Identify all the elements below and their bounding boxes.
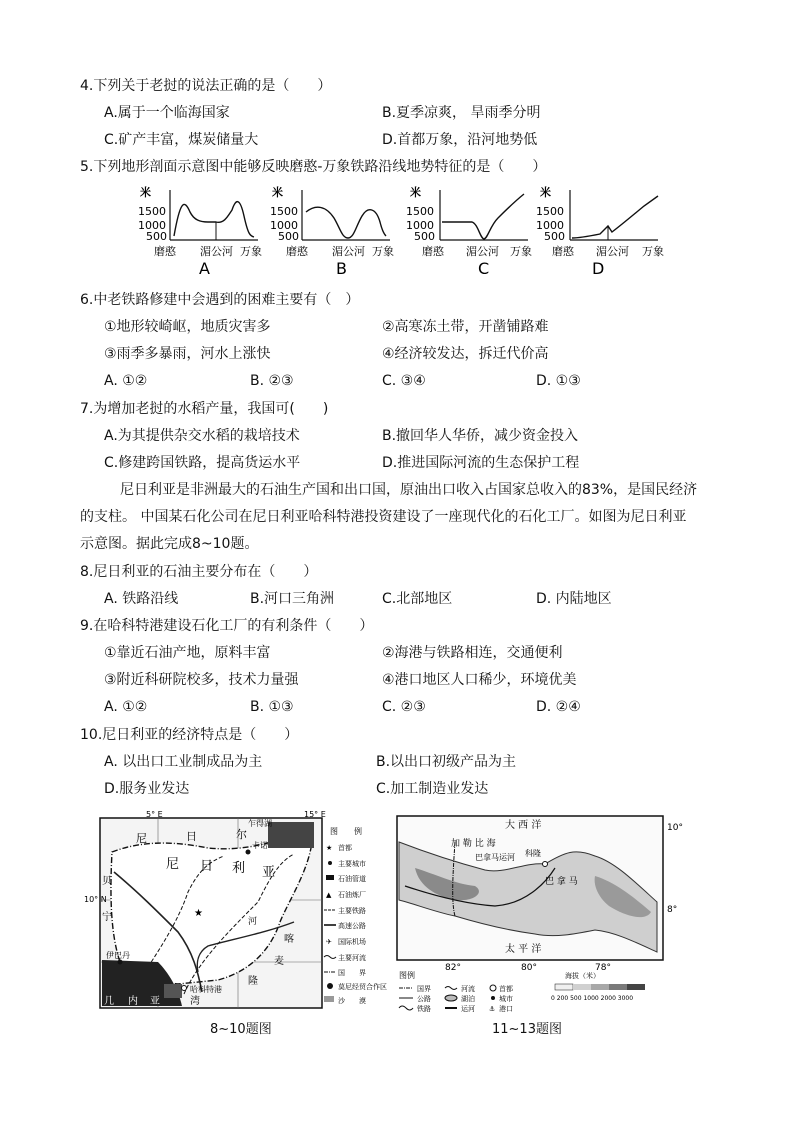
- legend-airport-icon: ✈: [326, 938, 332, 946]
- q7-option-d[interactable]: D.推进国际河流的生态保护工程: [382, 455, 580, 471]
- legend-pipeline-icon: [326, 875, 334, 880]
- nigeria-label-big-li: 利: [232, 861, 246, 876]
- elevation-bar-1: [555, 984, 573, 990]
- legend-highway-label: 高速公路: [338, 922, 366, 930]
- profile-c-unit: 米: [410, 186, 421, 199]
- profile-d-line: [572, 196, 658, 238]
- elevation-ticks: 0 200 500 1000 2000 3000: [551, 995, 634, 1002]
- legend-zone-icon: [327, 983, 333, 989]
- q6-statement-4: ④经济较发达，拆迁代价高: [382, 346, 549, 362]
- nigeria-map-caption: 8~10题图: [210, 1022, 272, 1037]
- profile-d-tick-1500: 1500: [536, 205, 564, 218]
- q8-option-a[interactable]: A. 铁路沿线: [104, 591, 179, 607]
- q10-option-c[interactable]: C.加工制造业发达: [376, 781, 489, 797]
- caribbean-label: 加 勒 比 海: [451, 839, 496, 849]
- legend2-capital-label: 首都: [499, 985, 513, 993]
- legend-pipeline-label: 石油管道: [338, 875, 366, 883]
- profile-c-tick-500: 500: [414, 230, 435, 243]
- panama-lat-8: 8°: [667, 905, 678, 915]
- legend2-city-label: 城市: [499, 995, 513, 1003]
- profile-d-letter: D: [592, 259, 605, 278]
- q9-option-a[interactable]: A. ①②: [104, 699, 148, 715]
- q8-option-b[interactable]: B.河口三角洲: [250, 591, 335, 607]
- legend2-canal-label: 运河: [461, 1005, 475, 1013]
- elevation-bar-4: [609, 984, 627, 990]
- benin-label-bei: 贝: [102, 876, 112, 887]
- profile-d-x-mid: 湄公河: [596, 245, 629, 258]
- legend2-road-label: 公路: [417, 995, 431, 1003]
- q6-option-a[interactable]: A. ①②: [104, 373, 148, 389]
- panama-lon-80: 80°: [521, 963, 537, 973]
- profile-b-tick-500: 500: [278, 230, 299, 243]
- profile-c-letter: C: [478, 259, 490, 278]
- legend-desert-icon: [324, 996, 334, 1002]
- panama-lon-78: 78°: [595, 963, 611, 973]
- legend2-lake-label: 湖泊: [461, 995, 475, 1003]
- benin-label-ning: 宁: [102, 912, 112, 923]
- legend-refinery-icon: ▲: [326, 891, 332, 899]
- q10-stem: 10.尼日利亚的经济特点是（ ）: [80, 727, 299, 743]
- legend2-port-label: 港口: [499, 1005, 513, 1013]
- profile-a-x-mid: 湄公河: [200, 245, 233, 258]
- profile-c-tick-1500: 1500: [406, 205, 434, 218]
- q4-option-a[interactable]: A.属于一个临海国家: [104, 105, 230, 121]
- passage-text: 尼日利亚是非洲最大的石油生产国和出口国，原油出口收入占国家总收入的83%，是国民经济的支柱。 中国某石化公司在尼日利亚哈科特港投资建设了一座现代化的石化工厂。如图为尼日利亚示意图。据此完成8~10题。: [80, 482, 698, 552]
- panama-legend: [399, 970, 645, 1013]
- profile-a-tick-1000: 1000: [138, 219, 166, 232]
- elevation-title: 海拔（米）: [565, 972, 600, 980]
- q4-stem: 4.下列关于老挝的说法正确的是（ ）: [80, 78, 332, 94]
- q7-option-a[interactable]: A.为其提供杂交水稻的栽培技术: [104, 428, 300, 444]
- q9-option-b[interactable]: B. ①③: [250, 699, 294, 715]
- nigeria-label-er: 尔: [236, 828, 247, 841]
- legend-desert-label: 沙 漠: [338, 997, 366, 1005]
- profile-a-unit: 米: [140, 186, 151, 199]
- profile-b-line: [306, 207, 386, 238]
- profile-a[interactable]: [138, 185, 262, 278]
- nigeria-legend: [324, 826, 387, 1005]
- q4-option-c[interactable]: C.矿产丰富，煤炭储量大: [104, 132, 259, 148]
- legend-refinery-label: 石油炼厂: [338, 891, 366, 899]
- profile-a-letter: A: [199, 259, 210, 278]
- profile-c-x-start: 磨憨: [422, 245, 444, 258]
- panama-legend-title: 图例: [399, 971, 415, 980]
- legend-airport-label: 国际机场: [338, 938, 366, 946]
- legend-river-icon: [324, 956, 336, 959]
- profile-d-unit: 米: [540, 186, 551, 199]
- q7-stem: 7.为增加老挝的水稻产量，我国可( ): [80, 401, 329, 417]
- legend-capital-icon: ★: [326, 844, 333, 852]
- nigeria-lon-15: 15° E: [304, 810, 326, 819]
- q4-option-d[interactable]: D.首都万象，沿河地势低: [382, 132, 538, 148]
- profile-a-line: [174, 202, 254, 237]
- legend-capital-label: 首都: [338, 844, 352, 852]
- canal-label: 巴拿马运河: [475, 853, 515, 862]
- profile-b-unit: 米: [272, 186, 283, 199]
- profile-d-tick-500: 500: [544, 230, 565, 243]
- capital-star-icon: ★: [194, 908, 203, 919]
- q7-option-b[interactable]: B.撤回华人华侨，减少资金投入: [382, 428, 579, 444]
- q6-statement-1: ①地形较崎岖，地质灾害多: [104, 319, 271, 335]
- profile-c-line: [442, 194, 524, 239]
- q10-option-d[interactable]: D.服务业发达: [104, 781, 190, 797]
- legend-river-label: 主要河流: [338, 954, 366, 962]
- legend2-port-icon: ⚓: [489, 1005, 496, 1013]
- profile-c-tick-1000: 1000: [406, 219, 434, 232]
- q8-option-d[interactable]: D. 内陆地区: [536, 591, 612, 607]
- legend-border-label: 国 界: [338, 969, 366, 977]
- q6-statement-2: ②高寒冻土带，开凿铺路难: [382, 319, 549, 335]
- nigeria-legend-title: 图 例: [330, 827, 362, 836]
- city-kano-label: 卡诺: [252, 841, 268, 850]
- profile-b-letter: B: [336, 259, 347, 278]
- lake-chad-label: 乍得湖: [248, 819, 272, 828]
- profile-a-tick-500: 500: [146, 230, 167, 243]
- passage: [80, 477, 700, 558]
- panama-lat-10: 10°: [667, 823, 683, 833]
- nigeria-lon-5: 5° E: [146, 810, 163, 819]
- legend-city-icon: [328, 861, 332, 865]
- q10-option-a[interactable]: A. 以出口工业制成品为主: [104, 754, 263, 770]
- country-panama-label: 巴 拿 马: [545, 877, 578, 887]
- q9-stem: 9.在哈科特港建设石化工厂的有利条件（ ）: [80, 618, 374, 634]
- gulf-label-wan: 湾: [190, 996, 200, 1007]
- city-ibadan-marker[interactable]: [118, 960, 123, 965]
- nigeria-label-big-ni: 尼: [166, 857, 180, 872]
- legend2-river-icon: [445, 987, 457, 990]
- ocean-top-label: 大 西 洋: [505, 820, 542, 831]
- profile-b-x-mid: 湄公河: [332, 245, 365, 258]
- panama-lon-82: 82°: [445, 963, 461, 973]
- panama-map: [395, 812, 685, 1012]
- q6-option-b[interactable]: B. ②③: [250, 373, 294, 389]
- lake-chad[interactable]: [268, 822, 314, 848]
- nigeria-label-big-ri: 日: [200, 859, 214, 874]
- q4-option-b[interactable]: B.夏季凉爽， 旱雨季分明: [382, 105, 541, 121]
- legend2-river-label: 河流: [461, 985, 475, 993]
- gulf-label-nei: 内: [128, 996, 138, 1007]
- nigeria-map: [84, 810, 387, 1012]
- profile-b-tick-1500: 1500: [270, 205, 298, 218]
- elevation-bar-5: [627, 984, 645, 990]
- city-port-harcourt-marker[interactable]: [182, 986, 187, 991]
- city-kano-marker[interactable]: [246, 850, 251, 855]
- legend2-railway-label: 铁路: [417, 1005, 431, 1013]
- q8-option-c[interactable]: C.北部地区: [382, 591, 453, 607]
- q9-option-c[interactable]: C. ②③: [382, 699, 426, 715]
- gulf-label-ji: 几: [104, 996, 114, 1007]
- legend2-city-icon: [491, 996, 495, 1000]
- q6-option-c[interactable]: C. ③④: [382, 373, 426, 389]
- legend2-border-label: 国界: [417, 985, 431, 993]
- profile-c[interactable]: [406, 185, 532, 278]
- q8-stem: 8.尼日利亚的石油主要分布在（ ）: [80, 564, 318, 580]
- profile-b-x-end: 万象: [372, 245, 394, 258]
- city-colon-marker[interactable]: [543, 862, 548, 867]
- profile-c-x-mid: 湄公河: [466, 245, 499, 258]
- q9-statement-1: ①靠近石油产地，原料丰富: [104, 645, 271, 661]
- q9-statement-4: ④港口地区人口稀少，环境优美: [382, 672, 577, 688]
- delta-cooperation-zone: [164, 984, 182, 998]
- profile-b-x-start: 磨憨: [286, 245, 308, 258]
- q9-option-d[interactable]: D. ②④: [536, 699, 581, 715]
- profile-d-x-start: 磨憨: [552, 245, 574, 258]
- city-ibadan-label: 伊巴丹: [106, 951, 130, 960]
- profile-a-x-end: 万象: [240, 245, 262, 258]
- panama-map-caption: 11~13题图: [492, 1022, 562, 1037]
- q6-stem: 6.中老铁路修建中会遇到的困难主要有（ ）: [80, 292, 360, 308]
- profile-d[interactable]: [536, 185, 664, 278]
- q5-stem: 5.下列地形剖面示意图中能够反映磨憨-万象铁路沿线地势特征的是（ ）: [80, 159, 547, 175]
- cameroon-label-mai: 麦: [274, 956, 284, 967]
- profile-b-tick-1000: 1000: [270, 219, 298, 232]
- city-port-harcourt-label: 哈科特港: [190, 985, 222, 994]
- profile-d-tick-1000: 1000: [536, 219, 564, 232]
- elevation-bar-2: [573, 984, 591, 990]
- nigeria-lat-10: 10° N: [84, 895, 107, 904]
- legend2-railway-icon: [399, 1006, 413, 1010]
- profile-b[interactable]: [270, 185, 394, 278]
- profile-d-x-end: 万象: [642, 245, 664, 258]
- q6-option-d[interactable]: D. ①③: [536, 373, 581, 389]
- legend2-capital-icon: [490, 985, 496, 991]
- nigeria-label-ni: 尼: [136, 832, 147, 845]
- legend-railway-label: 主要铁路: [338, 907, 366, 915]
- nigeria-label-ri: 日: [186, 830, 197, 843]
- city-colon-label: 科隆: [525, 849, 541, 858]
- cameroon-label-long: 隆: [248, 976, 258, 987]
- profile-a-tick-1500: 1500: [138, 205, 166, 218]
- q6-statement-3: ③雨季多暴雨，河水上涨快: [104, 346, 271, 362]
- q10-option-b[interactable]: B.以出口初级产品为主: [376, 754, 517, 770]
- river-label: 河: [248, 917, 258, 927]
- q5-profiles: [0, 182, 793, 282]
- q9-statement-2: ②海港与铁路相连，交通便利: [382, 645, 563, 661]
- cameroon-label-ka: 喀: [284, 934, 294, 945]
- ocean-bottom-label: 太 平 洋: [505, 944, 542, 955]
- legend-zone-label: 莫尼经贸合作区: [338, 983, 387, 991]
- elevation-bar-3: [591, 984, 609, 990]
- q7-option-c[interactable]: C.修建跨国铁路，提高货运水平: [104, 455, 301, 471]
- nigeria-label-big-ya: 亚: [262, 865, 276, 880]
- profile-c-x-end: 万象: [510, 245, 532, 258]
- gulf-label-ya: 亚: [150, 996, 160, 1007]
- q9-statement-3: ③附近科研院校多，技术力量强: [104, 672, 299, 688]
- profile-a-x-start: 磨憨: [154, 245, 176, 258]
- legend2-lake-icon: [445, 995, 457, 1001]
- legend-city-label: 主要城市: [338, 860, 366, 868]
